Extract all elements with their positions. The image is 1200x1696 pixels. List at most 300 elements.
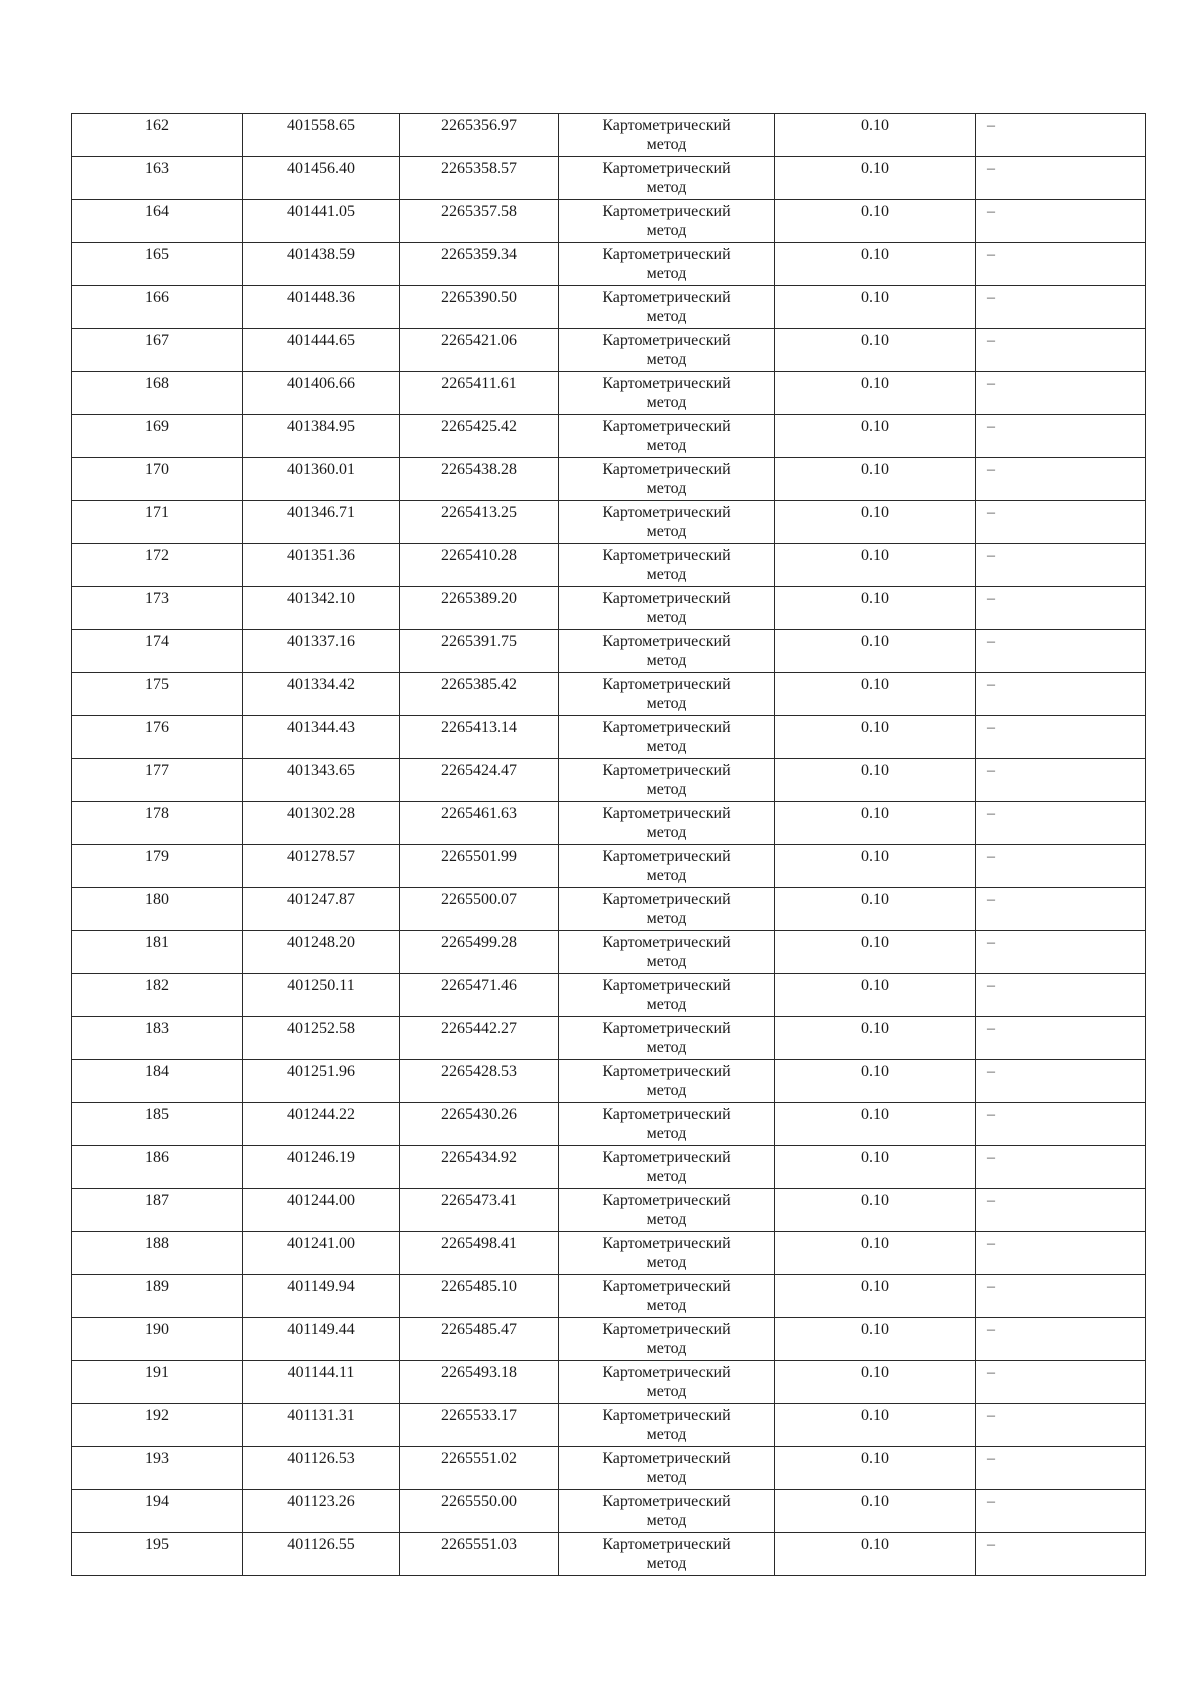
point-number-value: 171 bbox=[145, 504, 169, 521]
method-label-line2: метод bbox=[646, 1168, 687, 1185]
method-label-line2: метод bbox=[646, 910, 687, 927]
note-cell bbox=[976, 888, 1146, 931]
accuracy-cell bbox=[775, 200, 976, 243]
x-coordinate-value: 401337.16 bbox=[287, 633, 355, 650]
y-coordinate-value: 2265410.28 bbox=[441, 547, 517, 564]
y-coordinate-value: 2265551.02 bbox=[441, 1450, 517, 1467]
y-coordinate-value: 2265391.75 bbox=[441, 633, 517, 650]
y-coordinate-value: 2265551.03 bbox=[441, 1536, 517, 1553]
method-cell bbox=[559, 157, 775, 200]
note-cell bbox=[976, 974, 1146, 1017]
accuracy-cell bbox=[775, 1361, 976, 1404]
point-number-cell bbox=[72, 888, 243, 931]
x-coordinate-value: 401252.58 bbox=[287, 1020, 355, 1037]
method-label-line1: Картометрический bbox=[602, 117, 731, 134]
point-number-value: 169 bbox=[145, 418, 169, 435]
table-row bbox=[72, 802, 1146, 845]
y-coordinate-value: 2265473.41 bbox=[441, 1192, 517, 1209]
y-coordinate-value: 2265442.27 bbox=[441, 1020, 517, 1037]
point-number-cell bbox=[72, 1318, 243, 1361]
y-coordinate-value: 2265501.99 bbox=[441, 848, 517, 865]
y-coordinate-cell bbox=[400, 1318, 559, 1361]
point-number-cell bbox=[72, 1275, 243, 1318]
accuracy-cell bbox=[775, 1060, 976, 1103]
method-label-line2: метод bbox=[646, 1469, 687, 1486]
x-coordinate-cell bbox=[243, 1490, 400, 1533]
table-row bbox=[72, 888, 1146, 931]
method-label-line1: Картометрический bbox=[602, 1493, 731, 1510]
method-label-line2: метод bbox=[646, 1555, 687, 1572]
method-label-line1: Картометрический bbox=[602, 289, 731, 306]
note-cell bbox=[976, 802, 1146, 845]
y-coordinate-value: 2265421.06 bbox=[441, 332, 517, 349]
note-value: – bbox=[987, 1063, 995, 1080]
method-label-line2: метод bbox=[646, 1254, 687, 1271]
table-row bbox=[72, 759, 1146, 802]
method-label-line2: метод bbox=[646, 136, 687, 153]
x-coordinate-cell bbox=[243, 716, 400, 759]
y-coordinate-value: 2265500.07 bbox=[441, 891, 517, 908]
accuracy-value: 0.10 bbox=[861, 719, 889, 736]
y-coordinate-value: 2265471.46 bbox=[441, 977, 517, 994]
method-label-line1: Картометрический bbox=[602, 590, 731, 607]
note-value: – bbox=[987, 160, 995, 177]
accuracy-cell bbox=[775, 931, 976, 974]
x-coordinate-cell bbox=[243, 759, 400, 802]
accuracy-value: 0.10 bbox=[861, 1192, 889, 1209]
accuracy-value: 0.10 bbox=[861, 590, 889, 607]
table-row bbox=[72, 1146, 1146, 1189]
note-cell bbox=[976, 1189, 1146, 1232]
y-coordinate-cell bbox=[400, 1017, 559, 1060]
method-label-line1: Картометрический bbox=[602, 1020, 731, 1037]
accuracy-value: 0.10 bbox=[861, 934, 889, 951]
note-value: – bbox=[987, 1450, 995, 1467]
x-coordinate-cell bbox=[243, 1361, 400, 1404]
accuracy-cell bbox=[775, 544, 976, 587]
method-label-line1: Картометрический bbox=[602, 891, 731, 908]
method-label-line1: Картометрический bbox=[602, 977, 731, 994]
note-cell bbox=[976, 372, 1146, 415]
method-label-line2: метод bbox=[646, 1426, 687, 1443]
point-number-value: 167 bbox=[145, 332, 169, 349]
method-cell bbox=[559, 802, 775, 845]
point-number-value: 162 bbox=[145, 117, 169, 134]
accuracy-value: 0.10 bbox=[861, 332, 889, 349]
accuracy-cell bbox=[775, 1275, 976, 1318]
method-label-line2: метод bbox=[646, 953, 687, 970]
point-number-value: 177 bbox=[145, 762, 169, 779]
y-coordinate-cell bbox=[400, 802, 559, 845]
method-label-line1: Картометрический bbox=[602, 1321, 731, 1338]
x-coordinate-cell bbox=[243, 802, 400, 845]
accuracy-cell bbox=[775, 802, 976, 845]
note-cell bbox=[976, 1060, 1146, 1103]
x-coordinate-value: 401448.36 bbox=[287, 289, 355, 306]
y-coordinate-value: 2265411.61 bbox=[441, 375, 517, 392]
point-number-value: 182 bbox=[145, 977, 169, 994]
method-label-line1: Картометрический bbox=[602, 1407, 731, 1424]
accuracy-value: 0.10 bbox=[861, 1063, 889, 1080]
point-number-value: 191 bbox=[145, 1364, 169, 1381]
x-coordinate-value: 401302.28 bbox=[287, 805, 355, 822]
note-value: – bbox=[987, 203, 995, 220]
table-row bbox=[72, 243, 1146, 286]
note-cell bbox=[976, 673, 1146, 716]
x-coordinate-value: 401251.96 bbox=[287, 1063, 355, 1080]
y-coordinate-value: 2265434.92 bbox=[441, 1149, 517, 1166]
x-coordinate-cell bbox=[243, 286, 400, 329]
note-cell bbox=[976, 114, 1146, 157]
note-cell bbox=[976, 630, 1146, 673]
method-label-line1: Картометрический bbox=[602, 547, 731, 564]
x-coordinate-value: 401126.55 bbox=[287, 1536, 355, 1553]
y-coordinate-cell bbox=[400, 587, 559, 630]
point-number-cell bbox=[72, 759, 243, 802]
x-coordinate-cell bbox=[243, 1404, 400, 1447]
method-cell bbox=[559, 1189, 775, 1232]
method-label-line2: метод bbox=[646, 652, 687, 669]
x-coordinate-cell bbox=[243, 974, 400, 1017]
y-coordinate-value: 2265385.42 bbox=[441, 676, 517, 693]
method-cell bbox=[559, 200, 775, 243]
table-row bbox=[72, 544, 1146, 587]
y-coordinate-cell bbox=[400, 501, 559, 544]
note-value: – bbox=[987, 1192, 995, 1209]
point-number-cell bbox=[72, 200, 243, 243]
note-value: – bbox=[987, 1536, 995, 1553]
y-coordinate-value: 2265428.53 bbox=[441, 1063, 517, 1080]
x-coordinate-value: 401244.00 bbox=[287, 1192, 355, 1209]
method-label-line1: Картометрический bbox=[602, 160, 731, 177]
method-label-line2: метод bbox=[646, 179, 687, 196]
accuracy-value: 0.10 bbox=[861, 1321, 889, 1338]
table-row bbox=[72, 1232, 1146, 1275]
point-number-value: 163 bbox=[145, 160, 169, 177]
y-coordinate-cell bbox=[400, 759, 559, 802]
note-cell bbox=[976, 157, 1146, 200]
point-number-cell bbox=[72, 1447, 243, 1490]
accuracy-cell bbox=[775, 1103, 976, 1146]
point-number-value: 165 bbox=[145, 246, 169, 263]
note-cell bbox=[976, 1146, 1146, 1189]
table-row bbox=[72, 974, 1146, 1017]
y-coordinate-cell bbox=[400, 114, 559, 157]
x-coordinate-cell bbox=[243, 114, 400, 157]
method-label-line1: Картометрический bbox=[602, 203, 731, 220]
accuracy-value: 0.10 bbox=[861, 504, 889, 521]
accuracy-cell bbox=[775, 501, 976, 544]
table-row bbox=[72, 372, 1146, 415]
point-number-cell bbox=[72, 544, 243, 587]
method-label-line1: Картометрический bbox=[602, 1278, 731, 1295]
point-number-cell bbox=[72, 1232, 243, 1275]
method-label-line1: Картометрический bbox=[602, 246, 731, 263]
accuracy-cell bbox=[775, 716, 976, 759]
y-coordinate-cell bbox=[400, 157, 559, 200]
note-value: – bbox=[987, 1278, 995, 1295]
note-value: – bbox=[987, 977, 995, 994]
method-label-line1: Картометрический bbox=[602, 1450, 731, 1467]
table-row bbox=[72, 501, 1146, 544]
point-number-value: 188 bbox=[145, 1235, 169, 1252]
x-coordinate-cell bbox=[243, 458, 400, 501]
y-coordinate-value: 2265485.47 bbox=[441, 1321, 517, 1338]
y-coordinate-value: 2265390.50 bbox=[441, 289, 517, 306]
note-value: – bbox=[987, 934, 995, 951]
x-coordinate-cell bbox=[243, 888, 400, 931]
x-coordinate-value: 401334.42 bbox=[287, 676, 355, 693]
x-coordinate-cell bbox=[243, 1103, 400, 1146]
point-number-value: 194 bbox=[145, 1493, 169, 1510]
point-number-cell bbox=[72, 157, 243, 200]
method-label-line2: метод bbox=[646, 351, 687, 368]
point-number-value: 178 bbox=[145, 805, 169, 822]
method-label-line1: Картометрический bbox=[602, 1063, 731, 1080]
accuracy-value: 0.10 bbox=[861, 117, 889, 134]
note-value: – bbox=[987, 332, 995, 349]
method-label-line2: метод bbox=[646, 1512, 687, 1529]
x-coordinate-value: 401244.22 bbox=[287, 1106, 355, 1123]
method-cell bbox=[559, 845, 775, 888]
x-coordinate-value: 401351.36 bbox=[287, 547, 355, 564]
method-label-line2: метод bbox=[646, 695, 687, 712]
point-number-value: 173 bbox=[145, 590, 169, 607]
x-coordinate-value: 401342.10 bbox=[287, 590, 355, 607]
method-label-line2: метод bbox=[646, 1082, 687, 1099]
table-row bbox=[72, 458, 1146, 501]
note-cell bbox=[976, 1533, 1146, 1576]
method-label-line2: метод bbox=[646, 1125, 687, 1142]
accuracy-value: 0.10 bbox=[861, 1149, 889, 1166]
note-cell bbox=[976, 458, 1146, 501]
coordinates-table-body bbox=[72, 114, 1146, 1576]
accuracy-value: 0.10 bbox=[861, 160, 889, 177]
note-value: – bbox=[987, 418, 995, 435]
x-coordinate-cell bbox=[243, 587, 400, 630]
table-row bbox=[72, 1189, 1146, 1232]
method-cell bbox=[559, 1318, 775, 1361]
note-value: – bbox=[987, 375, 995, 392]
method-cell bbox=[559, 1361, 775, 1404]
method-label-line1: Картометрический bbox=[602, 504, 731, 521]
point-number-cell bbox=[72, 802, 243, 845]
method-cell bbox=[559, 1447, 775, 1490]
x-coordinate-value: 401346.71 bbox=[287, 504, 355, 521]
note-value: – bbox=[987, 762, 995, 779]
note-value: – bbox=[987, 1364, 995, 1381]
x-coordinate-value: 401441.05 bbox=[287, 203, 355, 220]
x-coordinate-cell bbox=[243, 1533, 400, 1576]
table-row bbox=[72, 931, 1146, 974]
point-number-value: 184 bbox=[145, 1063, 169, 1080]
method-label-line2: метод bbox=[646, 566, 687, 583]
table-row bbox=[72, 1533, 1146, 1576]
method-cell bbox=[559, 415, 775, 458]
point-number-cell bbox=[72, 286, 243, 329]
x-coordinate-cell bbox=[243, 415, 400, 458]
y-coordinate-cell bbox=[400, 1146, 559, 1189]
y-coordinate-cell bbox=[400, 630, 559, 673]
note-value: – bbox=[987, 891, 995, 908]
x-coordinate-value: 401250.11 bbox=[287, 977, 355, 994]
method-cell bbox=[559, 329, 775, 372]
x-coordinate-cell bbox=[243, 1318, 400, 1361]
method-cell bbox=[559, 1533, 775, 1576]
point-number-cell bbox=[72, 1146, 243, 1189]
note-cell bbox=[976, 1490, 1146, 1533]
method-cell bbox=[559, 888, 775, 931]
method-cell bbox=[559, 759, 775, 802]
note-value: – bbox=[987, 289, 995, 306]
table-row bbox=[72, 157, 1146, 200]
y-coordinate-cell bbox=[400, 1447, 559, 1490]
point-number-value: 176 bbox=[145, 719, 169, 736]
x-coordinate-value: 401131.31 bbox=[287, 1407, 355, 1424]
method-label-line1: Картометрический bbox=[602, 676, 731, 693]
method-label-line1: Картометрический bbox=[602, 633, 731, 650]
method-label-line2: метод bbox=[646, 1383, 687, 1400]
point-number-cell bbox=[72, 931, 243, 974]
point-number-value: 192 bbox=[145, 1407, 169, 1424]
accuracy-cell bbox=[775, 1318, 976, 1361]
accuracy-cell bbox=[775, 329, 976, 372]
accuracy-value: 0.10 bbox=[861, 461, 889, 478]
accuracy-cell bbox=[775, 888, 976, 931]
note-value: – bbox=[987, 504, 995, 521]
note-cell bbox=[976, 1275, 1146, 1318]
x-coordinate-value: 401438.59 bbox=[287, 246, 355, 263]
method-cell bbox=[559, 1490, 775, 1533]
method-label-line2: метод bbox=[646, 996, 687, 1013]
method-cell bbox=[559, 931, 775, 974]
accuracy-value: 0.10 bbox=[861, 203, 889, 220]
y-coordinate-cell bbox=[400, 243, 559, 286]
x-coordinate-value: 401126.53 bbox=[287, 1450, 355, 1467]
accuracy-cell bbox=[775, 1490, 976, 1533]
x-coordinate-value: 401248.20 bbox=[287, 934, 355, 951]
accuracy-value: 0.10 bbox=[861, 375, 889, 392]
method-cell bbox=[559, 114, 775, 157]
note-value: – bbox=[987, 246, 995, 263]
note-cell bbox=[976, 286, 1146, 329]
table-row bbox=[72, 1490, 1146, 1533]
y-coordinate-value: 2265359.34 bbox=[441, 246, 517, 263]
accuracy-cell bbox=[775, 286, 976, 329]
accuracy-cell bbox=[775, 974, 976, 1017]
point-number-cell bbox=[72, 1017, 243, 1060]
point-number-value: 183 bbox=[145, 1020, 169, 1037]
y-coordinate-value: 2265493.18 bbox=[441, 1364, 517, 1381]
y-coordinate-value: 2265550.00 bbox=[441, 1493, 517, 1510]
note-cell bbox=[976, 501, 1146, 544]
x-coordinate-cell bbox=[243, 1189, 400, 1232]
point-number-value: 170 bbox=[145, 461, 169, 478]
note-cell bbox=[976, 544, 1146, 587]
note-cell bbox=[976, 1318, 1146, 1361]
method-cell bbox=[559, 673, 775, 716]
note-cell bbox=[976, 243, 1146, 286]
accuracy-cell bbox=[775, 673, 976, 716]
y-coordinate-value: 2265425.42 bbox=[441, 418, 517, 435]
note-value: – bbox=[987, 1493, 995, 1510]
x-coordinate-value: 401343.65 bbox=[287, 762, 355, 779]
point-number-value: 181 bbox=[145, 934, 169, 951]
y-coordinate-cell bbox=[400, 716, 559, 759]
x-coordinate-value: 401144.11 bbox=[287, 1364, 355, 1381]
accuracy-cell bbox=[775, 845, 976, 888]
x-coordinate-cell bbox=[243, 1275, 400, 1318]
x-coordinate-cell bbox=[243, 501, 400, 544]
method-label-line1: Картометрический bbox=[602, 848, 731, 865]
note-cell bbox=[976, 931, 1146, 974]
note-value: – bbox=[987, 719, 995, 736]
x-coordinate-value: 401241.00 bbox=[287, 1235, 355, 1252]
y-coordinate-cell bbox=[400, 415, 559, 458]
method-label-line2: метод bbox=[646, 308, 687, 325]
x-coordinate-value: 401278.57 bbox=[287, 848, 355, 865]
table-row bbox=[72, 845, 1146, 888]
accuracy-value: 0.10 bbox=[861, 676, 889, 693]
accuracy-cell bbox=[775, 587, 976, 630]
method-label-line2: метод bbox=[646, 1039, 687, 1056]
y-coordinate-cell bbox=[400, 200, 559, 243]
note-cell bbox=[976, 1232, 1146, 1275]
point-number-value: 175 bbox=[145, 676, 169, 693]
note-cell bbox=[976, 1447, 1146, 1490]
accuracy-cell bbox=[775, 415, 976, 458]
y-coordinate-value: 2265413.14 bbox=[441, 719, 517, 736]
table-row bbox=[72, 1404, 1146, 1447]
y-coordinate-value: 2265533.17 bbox=[441, 1407, 517, 1424]
method-label-line1: Картометрический bbox=[602, 719, 731, 736]
table-row bbox=[72, 1447, 1146, 1490]
y-coordinate-value: 2265499.28 bbox=[441, 934, 517, 951]
y-coordinate-value: 2265389.20 bbox=[441, 590, 517, 607]
point-number-cell bbox=[72, 1533, 243, 1576]
method-label-line1: Картометрический bbox=[602, 1192, 731, 1209]
y-coordinate-cell bbox=[400, 673, 559, 716]
y-coordinate-value: 2265485.10 bbox=[441, 1278, 517, 1295]
note-value: – bbox=[987, 805, 995, 822]
method-cell bbox=[559, 1232, 775, 1275]
point-number-cell bbox=[72, 673, 243, 716]
point-number-value: 166 bbox=[145, 289, 169, 306]
accuracy-value: 0.10 bbox=[861, 1364, 889, 1381]
point-number-cell bbox=[72, 1490, 243, 1533]
method-label-line1: Картометрический bbox=[602, 1149, 731, 1166]
accuracy-value: 0.10 bbox=[861, 1278, 889, 1295]
x-coordinate-value: 401344.43 bbox=[287, 719, 355, 736]
x-coordinate-value: 401444.65 bbox=[287, 332, 355, 349]
table-row bbox=[72, 286, 1146, 329]
accuracy-cell bbox=[775, 1447, 976, 1490]
y-coordinate-cell bbox=[400, 372, 559, 415]
y-coordinate-cell bbox=[400, 286, 559, 329]
accuracy-value: 0.10 bbox=[861, 1020, 889, 1037]
note-cell bbox=[976, 1361, 1146, 1404]
note-value: – bbox=[987, 676, 995, 693]
table-row bbox=[72, 587, 1146, 630]
accuracy-value: 0.10 bbox=[861, 289, 889, 306]
x-coordinate-cell bbox=[243, 1060, 400, 1103]
note-value: – bbox=[987, 461, 995, 478]
accuracy-value: 0.10 bbox=[861, 418, 889, 435]
y-coordinate-cell bbox=[400, 931, 559, 974]
method-label-line2: метод bbox=[646, 437, 687, 454]
accuracy-value: 0.10 bbox=[861, 246, 889, 263]
method-label-line2: метод bbox=[646, 523, 687, 540]
